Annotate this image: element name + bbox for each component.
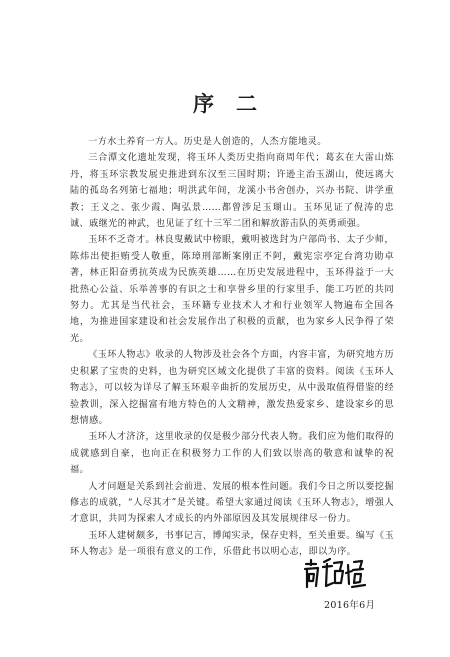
paragraph: 玉环不乏奇才。林良叟戴试中榜眼，戴明被选封为户部尚书、太子少师，陈炜出使拒贿受人敬重，陈璋刑部断案刚正不阿，戴宪宗亭定台湾功勋卓著，林正阳奋勇抗英成为民族英雄……在历史发展进程中，玉环得益于一大批热心公益、乐举善事的有识之士和享誉乡里的行家里手、能工巧匠的共同努力。尤其是当代社会，玉环籍专业技术人才和行业领军人物遍布全国各地，为推进国家建设和社会发展作出了积极的贡献，也为家乡人民争得了荣光。	[70, 235, 394, 344]
preface-body	[70, 134, 394, 561]
page-title: 序二	[193, 91, 279, 116]
paragraph: 人才问题是关系到社会前进、发展的根本性问题。我们今日之所以要挖掘修志的成就，“人尽其才”是关键。希望大家通过阅读《玉环人物志》，增强人才意识，共同为探索人才成长的内外部原因及其发展规律尽一份力。	[70, 481, 394, 525]
paragraph: 一方水土养育一方人。历史是人创造的，人杰方能地灵。	[88, 137, 327, 147]
paragraph: 《玉环人物志》收录的人物涉及社会各个方面，内容丰富，为研究地方历史积累了宝贵的史料，也为研究区域文化提供了丰富的资料。阅读《玉环人物志》，可以较为详尽了解玉环艰辛曲折的发展历史，从中汲取值得借鉴的经验教训，深入挖掘富有地方特色的人文精神，激发热爱家乡、建设家乡的思想情感。	[70, 350, 394, 426]
paragraph: 玉环人才济济，这里收录的仅是极少部分代表人物。我们应为他们取得的成就感到自豪，也向正在积极努力工作的人们致以崇高的敬意和诚挚的祝福。	[70, 432, 394, 476]
paragraph: 三合潭文化遗址发现，将玉环人类历史指向商周年代；葛玄在大雷山炼丹，将玉环宗教发展史推进到东汉至三国时期；许逊主治玉湖山，使远离大陆的孤岛名列第七福地；明洪武年间，龙溪小书舍创办，兴办书院、讲学重教；王义之、张少霞、陶弘景……都曾涉足玉瑚山。玉环见证了倪涛的忠诚、戚继光的神武，也见证了红十三军二团和解放游击队的英勇顽强。	[70, 153, 394, 230]
paragraph: 玉环人建树颇多，书事记言，博闻实录，保存史料，至关重要。编写《玉环人物志》是一项很有意义的工作，乐借此书以明心志，即以为序。	[70, 530, 394, 558]
handwritten-signature	[302, 556, 366, 592]
date-line: 2016年6月	[324, 600, 376, 611]
